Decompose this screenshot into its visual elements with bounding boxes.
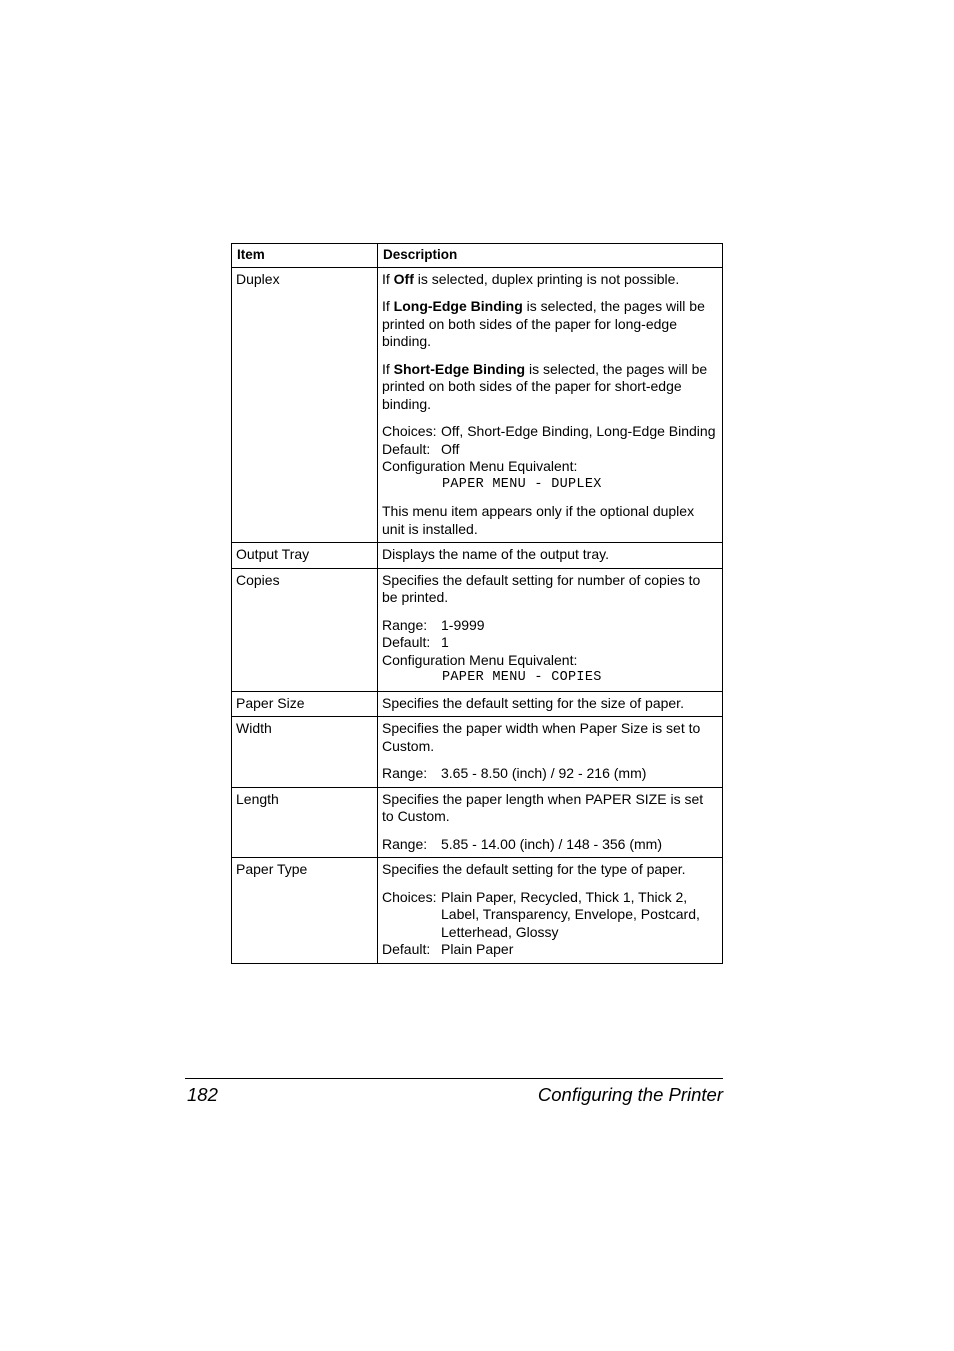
duplex-default (382, 441, 718, 459)
default-value: 1 (441, 634, 449, 650)
length-description: Specifies the paper length when PAPER SIZE is set to Custom. (382, 790, 704, 824)
description-cell-width (378, 717, 723, 788)
default-label: Default: (382, 634, 431, 650)
copies-config-label: Configuration Menu Equivalent: (382, 651, 578, 668)
paper-type-choices (382, 889, 718, 942)
range-value: 1-9999 (441, 616, 485, 633)
default-label: Default: (382, 440, 431, 457)
item-cell-paper-type: Paper Type (232, 858, 378, 964)
table-row-length (232, 787, 723, 858)
description-cell-length (378, 787, 723, 858)
range-label: Range: (382, 765, 428, 781)
copies-default (382, 634, 718, 652)
duplex-note: This menu item appears only if the optional duplex unit is installed. (382, 503, 695, 537)
table-header-row (232, 244, 723, 268)
range-value: 5.85 - 14.00 (inch) / 148 - 356 (mm) (441, 835, 662, 852)
table-row-paper-type (232, 858, 723, 964)
default-label: Default: (382, 941, 431, 957)
text-fragment: If (382, 298, 394, 314)
choices-label: Choices: (382, 888, 437, 905)
item-cell-output-tray: Output Tray (232, 543, 378, 569)
text-fragment: If (382, 270, 394, 287)
section-title: Configuring the Printer (537, 1084, 723, 1105)
choices-value: Off, Short-Edge Binding, Long-Edge Binding (441, 423, 716, 439)
length-range (382, 836, 718, 854)
text-fragment: is selected, duplex printing is not possible. (413, 270, 680, 287)
item-cell-duplex: Duplex (232, 267, 378, 543)
column-header-item: Item (232, 244, 378, 268)
duplex-long-edge-paragraph (382, 298, 718, 351)
description-cell-duplex (378, 267, 723, 543)
default-value: Off (441, 440, 460, 457)
item-cell-paper-size: Paper Size (232, 691, 378, 717)
table-row-output-tray (232, 543, 723, 569)
copies-description: Specifies the default setting for number of copies to be printed. (382, 571, 701, 605)
footer-divider (185, 1078, 723, 1079)
choices-value: Plain Paper, Recycled, Thick 1, Thick 2, Label, Transparency, Envelope, Postcard, Letterhead, Glossy (441, 888, 700, 940)
settings-table (231, 243, 723, 964)
default-value: Plain Paper (441, 941, 514, 957)
copies-config-value: PAPER MENU - COPIES (442, 670, 602, 685)
paper-type-default (382, 941, 718, 959)
bold-term-long-edge: Long-Edge Binding (393, 298, 523, 314)
table-row-width (232, 717, 723, 788)
description-cell-paper-size: Specifies the default setting for the size of paper. (378, 691, 723, 717)
duplex-short-edge-paragraph (382, 361, 718, 414)
description-cell-output-tray: Displays the name of the output tray. (378, 543, 723, 569)
table-row-paper-size (232, 691, 723, 717)
description-cell-paper-type (378, 858, 723, 964)
range-label: Range: (382, 835, 428, 852)
bold-term-off: Off (393, 270, 414, 287)
table-row-copies (232, 568, 723, 691)
text-fragment: If (382, 360, 394, 377)
duplex-config-label: Configuration Menu Equivalent: (382, 458, 578, 474)
duplex-config-value: PAPER MENU - DUPLEX (442, 476, 602, 492)
column-header-description: Description (378, 244, 723, 268)
item-cell-copies: Copies (232, 568, 378, 691)
page-number: 182 (187, 1084, 218, 1105)
copies-range (382, 617, 718, 635)
width-description: Specifies the paper width when Paper Size is set to Custom. (382, 720, 701, 754)
choices-label: Choices: (382, 423, 437, 439)
duplex-choices (382, 423, 718, 441)
item-cell-length: Length (232, 787, 378, 858)
text-fragment: is selected, the pages will be printed on both sides of the paper for long-edge binding. (382, 298, 705, 349)
text-fragment: is selected, the pages will be printed on both sides of the paper for short-edge binding. (382, 360, 708, 412)
item-cell-width: Width (232, 717, 378, 788)
description-cell-copies (378, 568, 723, 691)
paper-type-description: Specifies the default setting for the type of paper. (382, 861, 686, 877)
bold-term-short-edge: Short-Edge Binding (393, 360, 526, 377)
table-row-duplex (232, 267, 723, 543)
range-label: Range: (382, 616, 428, 633)
width-range (382, 765, 718, 783)
range-value: 3.65 - 8.50 (inch) / 92 - 216 (mm) (441, 765, 647, 781)
duplex-off-paragraph (382, 271, 718, 289)
